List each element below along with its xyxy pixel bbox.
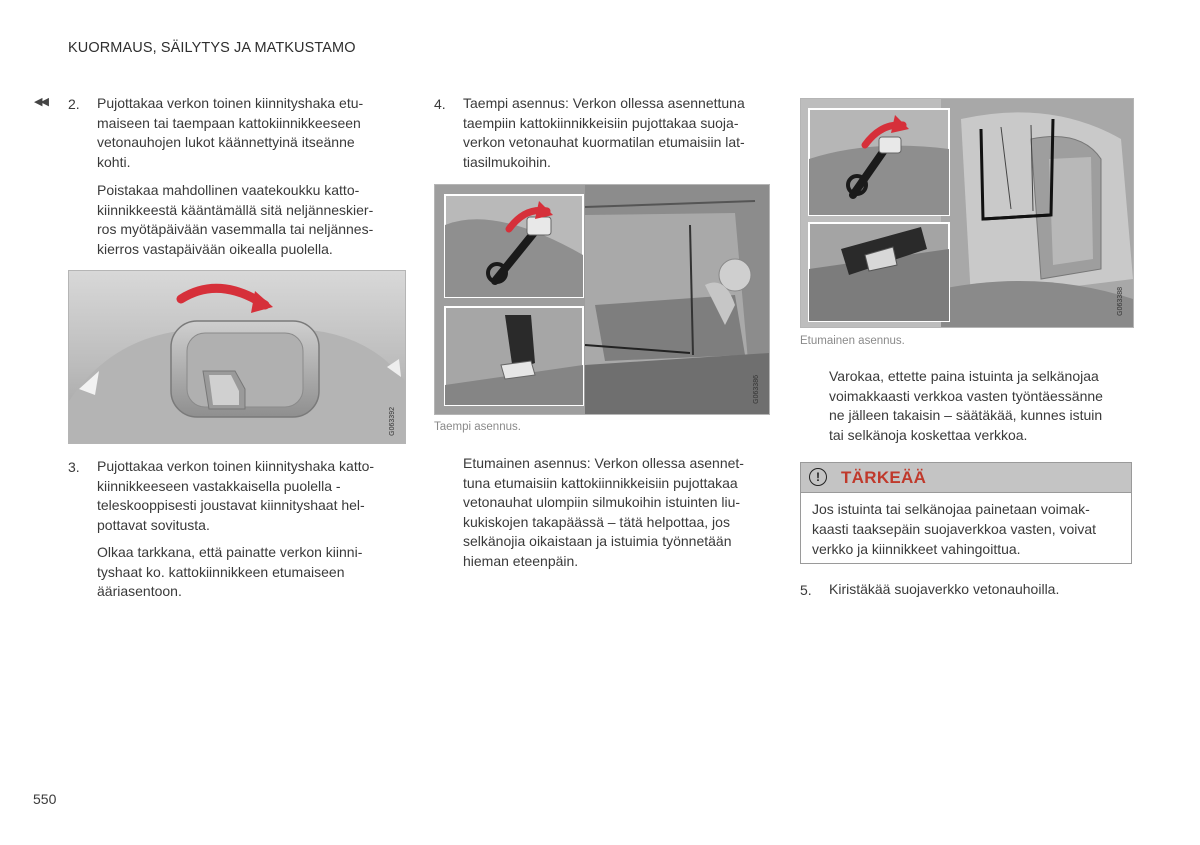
figure-caption: Etumainen asennus.: [800, 335, 905, 347]
figure-code: G063388: [1117, 287, 1124, 316]
text-line: selkänojia oikaistaan ja istuimia työnnetään: [463, 533, 732, 550]
text-line: Pujottakaa verkon toinen kiinnityshaka katto-: [97, 458, 375, 474]
figure-roof-bracket: [68, 270, 406, 444]
text-line: kukiskojen takapäässä – tätä helpottaa, jos: [463, 513, 730, 530]
text-line: teleskooppisesti joustavat kiinnityshaat hel-: [97, 497, 365, 514]
text-line: verkon vetonauhat kuormatilan etumaisiin lat-: [463, 134, 745, 151]
step-2-number: 2.: [68, 96, 80, 112]
chapter-header: KUORMAUS, SÄILYTYS JA MATKUSTAMO: [68, 40, 356, 56]
text-line: verkko ja kiinnikkeet vahingoittua.: [812, 541, 1021, 557]
text-line: Taempi asennus: Verkon ollessa asennettuna: [463, 95, 745, 111]
important-notice-title: TÄRKEÄÄ: [841, 468, 927, 487]
text-line: vetonauhojen lukot käännettyinä itseänne: [97, 134, 355, 151]
text-line: tyshaat ko. kattokiinnikkeen etumaiseen: [97, 563, 345, 580]
text-line: Etumainen asennus: Verkon ollessa asennet-: [463, 455, 744, 471]
text-line: ros myötäpäivään vasemmalla tai neljännes-: [97, 221, 374, 238]
text-line: kaasti taaksepäin suojaverkkoa vasten, voivat: [812, 521, 1097, 537]
text-line: pottavat sovitusta.: [97, 516, 210, 533]
text-line: voimakkaasti verkkoa vasten työntäessänne: [829, 387, 1103, 404]
step-2-text: [97, 94, 407, 172]
text-line: ne jälleen takaisin – säätäkää, kunnes istuin: [829, 407, 1103, 424]
step-5-text: Kiristäkää suojaverkko vetonauhoilla.: [829, 581, 1060, 597]
text-line: kierros vastapäivään oikealla puolella.: [97, 240, 333, 257]
cargo-area-illustration: [435, 185, 769, 414]
text-line: vetonauhat ulompiin silmukoihin istuinten liu-: [463, 494, 741, 511]
text-line: Pujottakaa verkon toinen kiinnityshaka etu-: [97, 95, 364, 111]
text-line: taempiin kattokiinnikkeisiin pujottakaa suoja-: [463, 114, 739, 131]
page-number: 550: [33, 791, 57, 807]
exclamation-icon: !: [809, 468, 827, 486]
step-4-number: 4.: [434, 96, 446, 112]
step-3-number: 3.: [68, 459, 80, 475]
step-2-note: [97, 181, 407, 259]
caution-text: [829, 367, 1134, 445]
step-3-note: [97, 543, 407, 602]
figure-front-installation: [800, 98, 1134, 328]
step-3-text: [97, 457, 407, 535]
important-notice-body: [812, 499, 1127, 559]
text-line: Jos istuinta tai selkänojaa painetaan voimak-: [812, 501, 1090, 517]
important-notice: [800, 462, 1132, 564]
text-line: Olkaa tarkkana, että painatte verkon kiinni-: [97, 544, 363, 560]
figure-code: G063392: [389, 407, 396, 436]
text-line: kiinnikkeeseen vastakkaisella puolella -: [97, 477, 341, 494]
text-line: hieman eteenpäin.: [463, 552, 579, 569]
figure-code: G063386: [753, 375, 760, 404]
step-4-text: [463, 94, 773, 172]
step-5-number: 5.: [800, 582, 812, 598]
text-line: maiseen tai taempaan kattokiinnikkeeseen: [97, 114, 361, 131]
text-line: Poistakaa mahdollinen vaatekoukku katto-: [97, 182, 360, 198]
text-line: kohti.: [97, 153, 131, 170]
text-line: tuna etumaisiin kattokiinnikkeisiin pujottakaa: [463, 474, 738, 491]
figure-caption: Taempi asennus.: [434, 421, 521, 433]
roof-bracket-illustration: [69, 271, 405, 443]
text-line: kiinnikkeestä kääntämällä sitä neljänneskier-: [97, 201, 374, 218]
important-notice-header: [801, 463, 1131, 493]
figure-rear-installation: [434, 184, 770, 415]
continued-icon: ◀◀: [34, 96, 47, 108]
text-line: Varokaa, ettette paina istuinta ja selkänojaa: [829, 368, 1099, 384]
rear-seat-illustration: [801, 99, 1133, 327]
text-line: tai selkänoja koskettaa verkkoa.: [829, 426, 1028, 443]
text-line: ääriasentoon.: [97, 583, 182, 600]
front-installation-text: [463, 454, 773, 572]
text-line: tiasilmukoihin.: [463, 153, 551, 170]
